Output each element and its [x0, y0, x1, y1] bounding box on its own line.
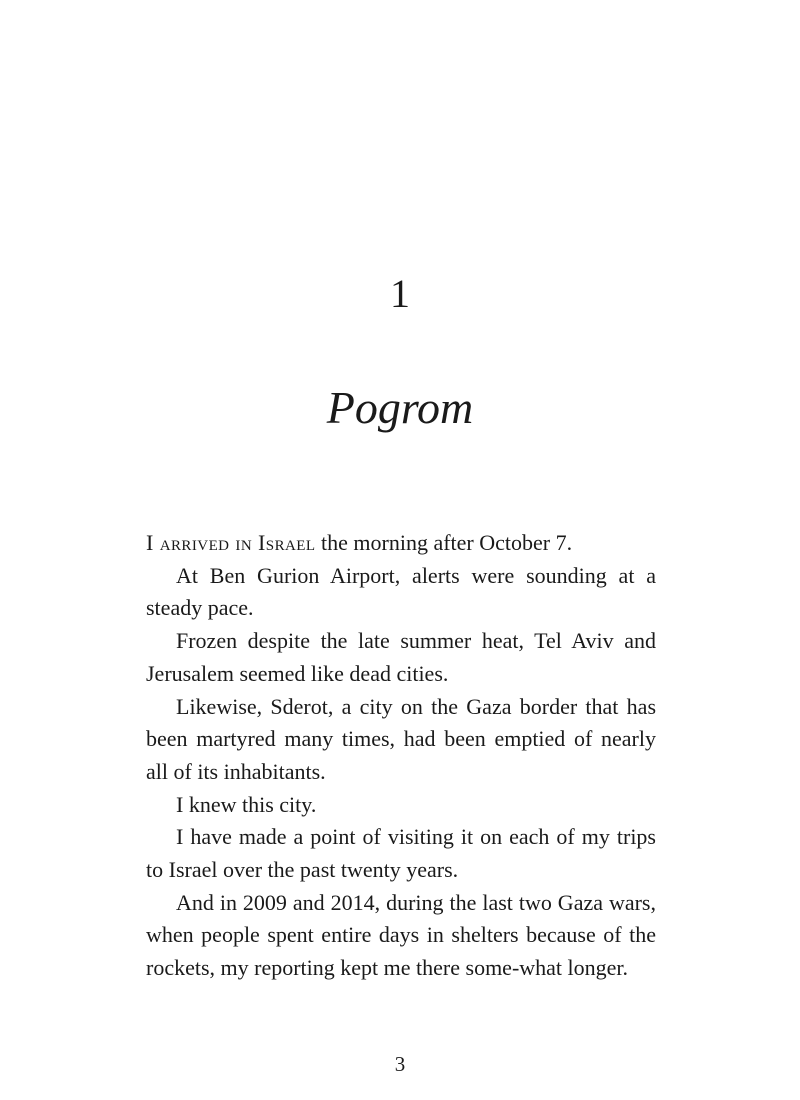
paragraph: At Ben Gurion Airport, alerts were sounding at a steady pace. — [146, 562, 656, 621]
opening-lead-in: I arrived in Israel — [146, 530, 316, 555]
opening-rest: the morning after October 7. — [315, 530, 573, 555]
paragraph: Frozen despite the late summer heat, Tel Aviv and Jerusalem seemed like dead cities. — [146, 628, 656, 686]
chapter-number: 1 — [390, 271, 410, 316]
paragraph: And in 2009 and 2014, during the last two Gaza wars, when people spent entire days in shelters because of the rockets, my reporting kept me there some-what longer. — [146, 889, 656, 981]
chapter-title: Pogrom — [326, 382, 474, 433]
paragraph: Likewise, Sderot, a city on the Gaza border that has been martyred many times, had been emptied of nearly all of its inhabitants. — [146, 693, 656, 784]
page-number: 3 — [394, 1052, 406, 1076]
opening-paragraph — [146, 527, 656, 560]
paragraph: I knew this city. — [176, 791, 317, 817]
paragraph: I have made a point of visiting it on each of my trips to Israel over the past twenty years. — [146, 824, 656, 883]
chapter-body — [146, 527, 656, 985]
